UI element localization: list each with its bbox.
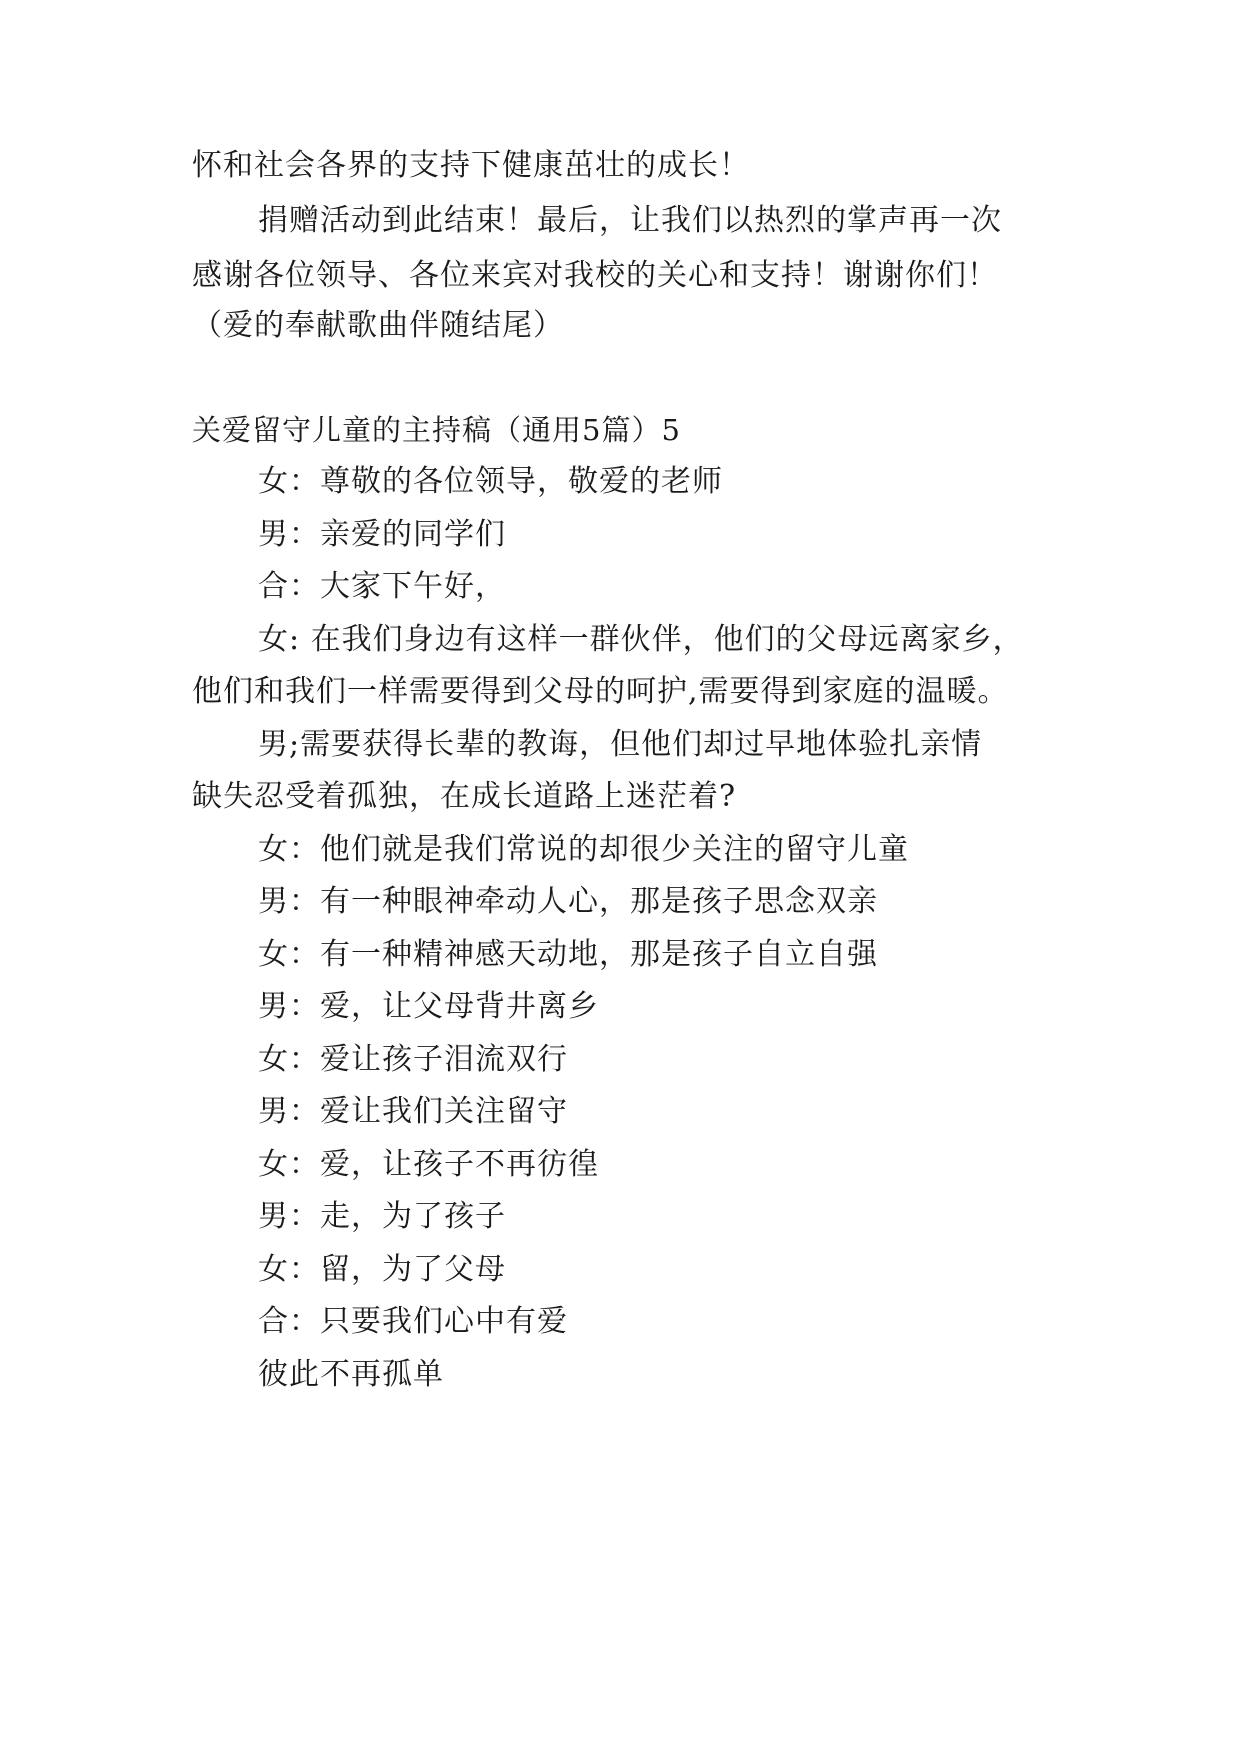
dialogue-line: 男：有一种眼神牵动人心，那是孩子思念双亲 xyxy=(258,884,878,919)
dialogue-line: 男：爱让我们关注留守 xyxy=(258,1094,568,1129)
text-line: 怀和社会各界的支持下健康茁壮的成长！ xyxy=(192,148,750,183)
dialogue-line: 合：只要我们心中有爱 xyxy=(258,1304,568,1339)
dialogue-line: 女：爱，让孩子不再彷徨 xyxy=(258,1147,599,1182)
dialogue-line: 男：爱，让父母背井离乡 xyxy=(258,989,599,1024)
dialogue-line: 女：有一种精神感天动地，那是孩子自立自强 xyxy=(258,937,878,972)
dialogue-line: 缺失忍受着孤独，在成长道路上迷茫着? xyxy=(192,779,737,814)
dialogue-line: 男：亲爱的同学们 xyxy=(258,517,506,552)
dialogue-line: 女：尊敬的各位领导，敬爱的老师 xyxy=(258,464,723,499)
text-line: 捐赠活动到此结束！最后，让我们以热烈的掌声再一次 xyxy=(258,203,1002,238)
dialogue-line: 合：大家下午好， xyxy=(258,569,506,604)
dialogue-line: 女：爱让孩子泪流双行 xyxy=(258,1042,568,1077)
dialogue-line: 男：走，为了孩子 xyxy=(258,1199,506,1234)
dialogue-line: 彼此不再孤单 xyxy=(258,1357,444,1392)
dialogue-line: 女：留，为了父母 xyxy=(258,1252,506,1287)
text-line: （爱的奉献歌曲伴随结尾） xyxy=(192,308,564,343)
text-line: 感谢各位领导、各位来宾对我校的关心和支持！谢谢你们！ xyxy=(192,258,998,293)
dialogue-line: 男;需要获得长辈的教诲，但他们却过早地体验扎亲情 xyxy=(258,727,983,762)
section-title: 关爱留守儿童的主持稿（通用5篇）5 xyxy=(192,413,681,447)
dialogue-line: 他们和我们一样需要得到父母的呵护,需要得到家庭的温暖。 xyxy=(192,674,1009,709)
dialogue-line: 女: 在我们身边有这样一群伙伴，他们的父母远离家乡， xyxy=(258,622,1024,657)
dialogue-line: 女：他们就是我们常说的却很少关注的留守儿童 xyxy=(258,832,909,867)
